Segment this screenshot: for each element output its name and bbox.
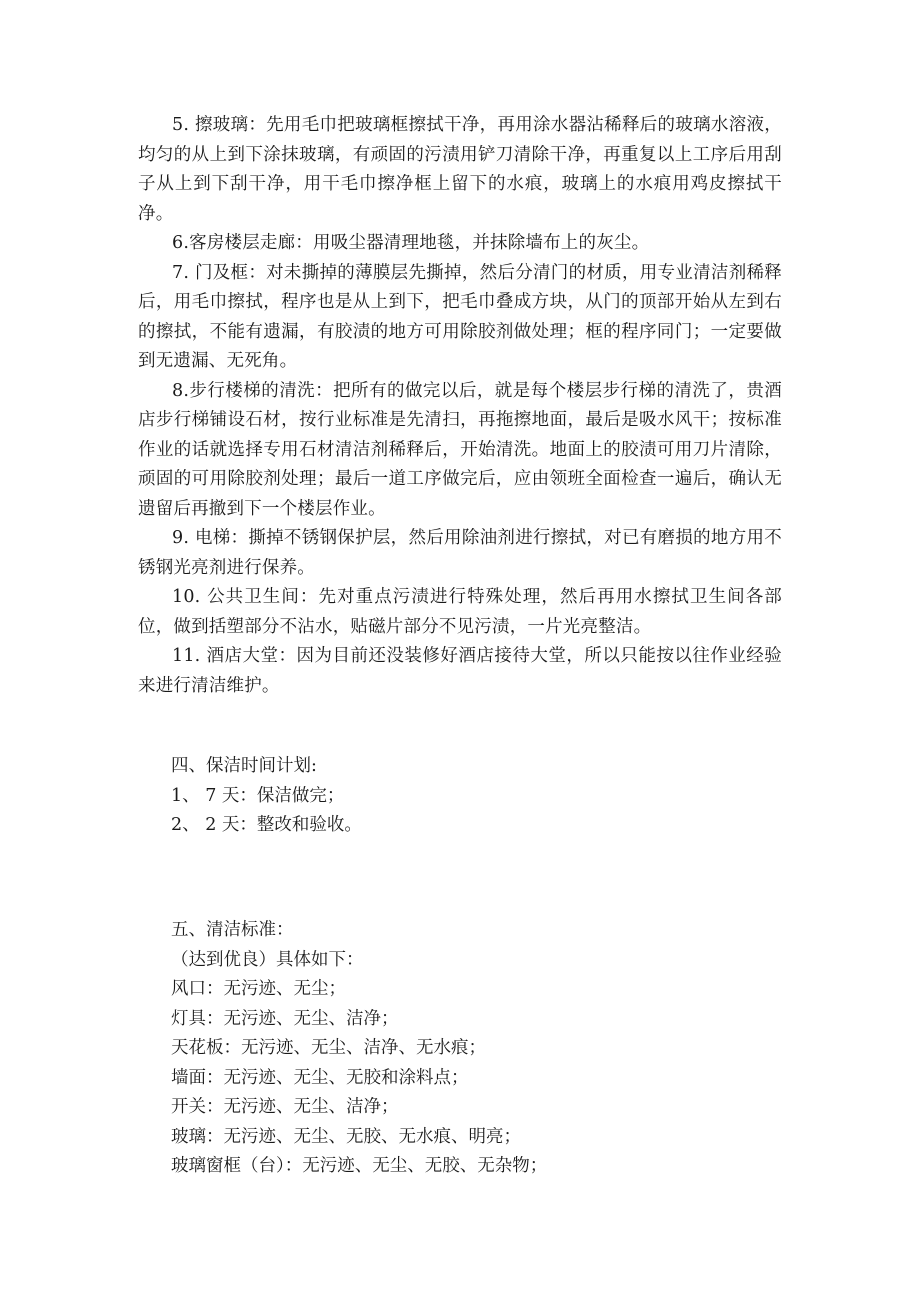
list-item: 墙面：无污迹、无尘、无胶和涂料点； [171, 1067, 469, 1088]
cleaning-steps [138, 111, 782, 701]
step-paragraph-10: 10. 公共卫生间：先对重点污渍进行特殊处理，然后再用水擦拭卫生间各部位，做到括塑部分不沾水，贴磁片部分不见污渍，一片光亮整洁。 [138, 587, 782, 637]
standards-section [171, 916, 771, 1182]
list-item: 2、 2 天：整改和验收。 [171, 815, 362, 835]
step-paragraph-9: 9. 电梯：撕掉不锈钢保护层，然后用除油剂进行擦拭，对已有磨损的地方用不锈钢光亮剂进行保养。 [138, 528, 782, 578]
section-intro: （达到优良）具体如下： [171, 949, 364, 970]
list-item: 天花板：无污迹、无尘、洁净、无水痕； [171, 1038, 486, 1058]
schedule-section [171, 752, 771, 841]
step-paragraph-8: 8.步行楼梯的清洗：把所有的做完以后，就是每个楼层步行梯的清洗了，贵酒店步行梯铺设石材，按行业标准是先清扫，再拖擦地面，最后是吸水风干；按标准作业的话就选择专用石材清洁剂稀释后，开始清洗。地面上的胶渍可用刀片清除，顽固的可用除胶剂处理；最后一道工序做完后，应由领班全面检查一遍后，确认无遗留后再撤到下一个楼层作业。 [138, 380, 782, 519]
section-heading: 四、保洁时间计划: [171, 756, 317, 776]
list-item: 玻璃：无污迹、无尘、无胶、无水痕、明亮； [171, 1126, 521, 1147]
step-paragraph-11: 11. 酒店大堂：因为目前还没装修好酒店接待大堂，所以只能按以往作业经验来进行清洁维护。 [138, 646, 782, 696]
step-paragraph-6: 6.客房楼层走廊：用吸尘器清理地毯，并抹除墙布上的灰尘。 [172, 233, 650, 253]
section-heading: 五、清洁标准： [171, 920, 294, 940]
list-item: 玻璃窗框（台）：无污迹、无尘、无胶、无杂物； [171, 1156, 548, 1176]
list-item: 1、 7 天：保洁做完； [171, 785, 345, 806]
step-paragraph-5: 5. 擦玻璃：先用毛巾把玻璃框擦拭干净，再用涂水器沾稀释后的玻璃水溶液，均匀的从上到下涂抹玻璃，有顽固的污渍用铲刀清除干净，再重复以上工序后用刮子从上到下刮干净，用干毛巾擦净框上留下的水痕，玻璃上的水痕用鸡皮擦拭干净。 [138, 115, 782, 224]
list-item: 灯具：无污迹、无尘、洁净； [171, 1008, 399, 1029]
list-item: 开关：无污迹、无尘、洁净； [171, 1097, 399, 1117]
step-paragraph-7: 7. 门及框：对未撕掉的薄膜层先撕掉，然后分清门的材质，用专业清洁剂稀释后，用毛巾擦拭，程序也是从上到下，把毛巾叠成方块，从门的顶部开始从左到右的擦拭，不能有遗漏，有胶渍的地方可用除胶剂做处理；框的程序同门；一定要做到无遗漏、无死角。 [138, 262, 782, 371]
list-item: 风口：无污迹、无尘； [171, 979, 346, 999]
